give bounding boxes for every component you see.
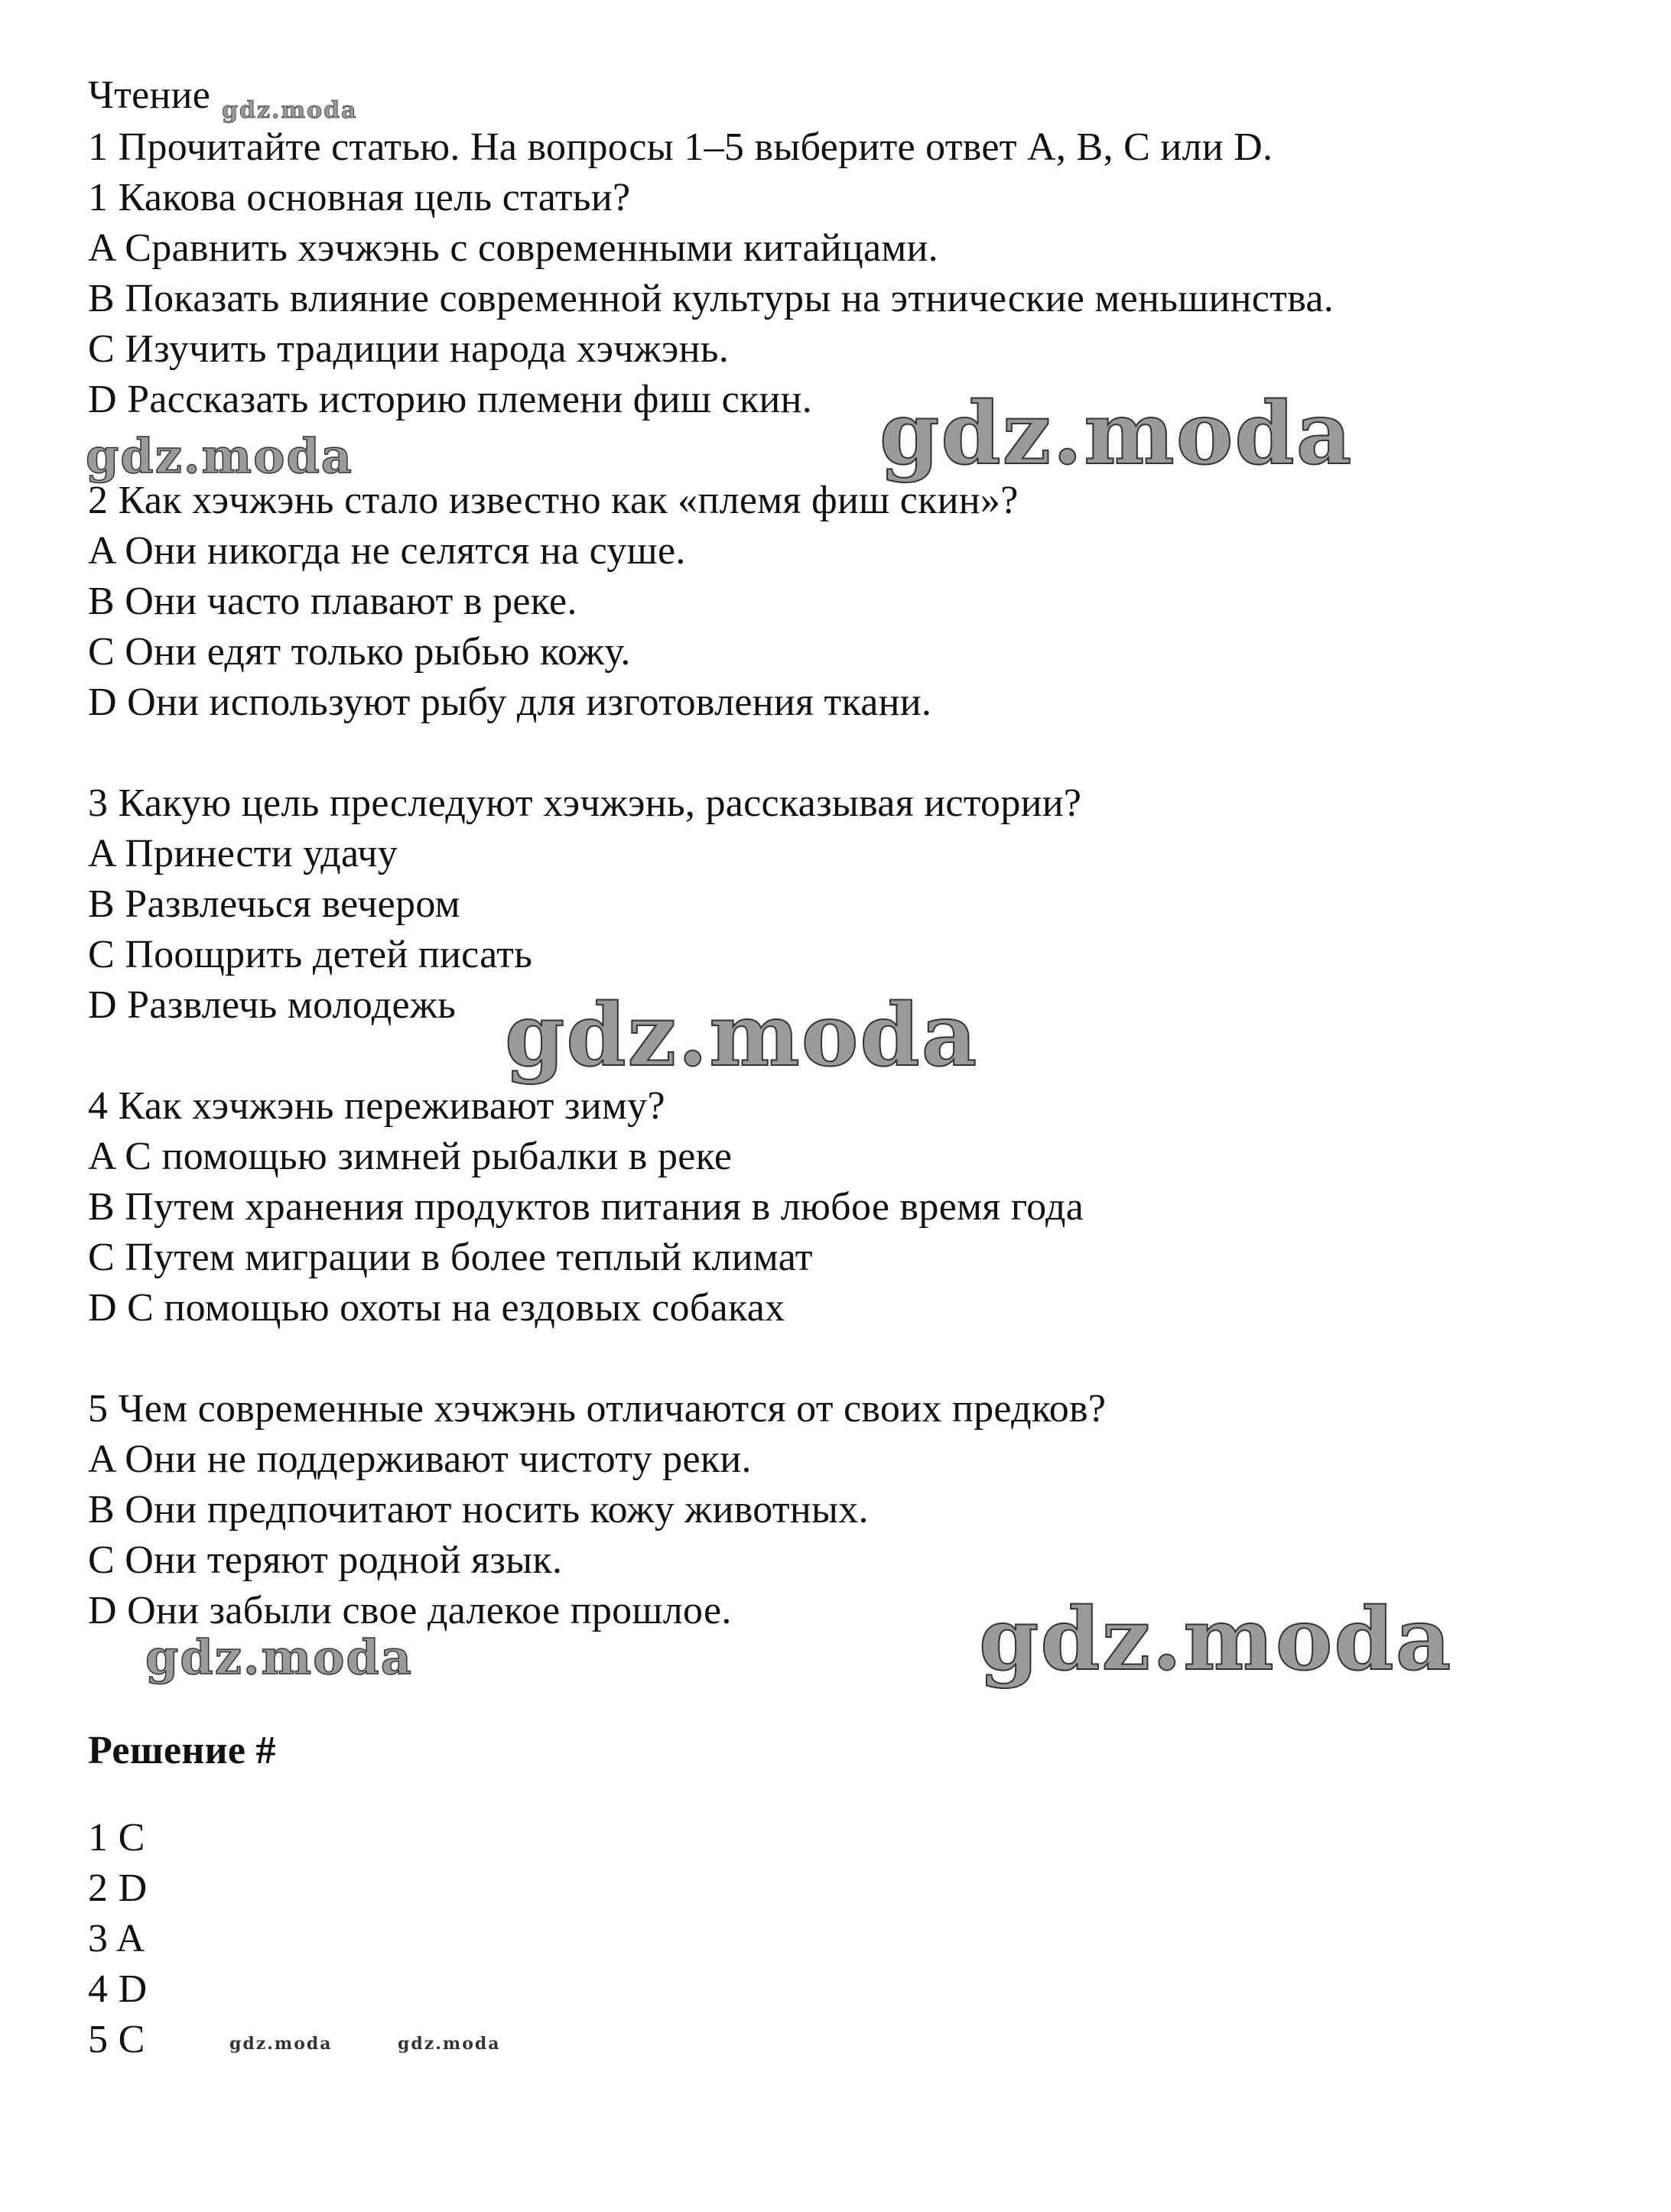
question-3-option-b: B Развлечься вечером xyxy=(88,882,460,926)
question-2-option-a: A Они никогда не селятся на суше. xyxy=(88,529,686,573)
answer-2: 2 D xyxy=(88,1866,148,1910)
watermark-large: gdz.moda xyxy=(879,384,1354,484)
watermark-tiny: gdz.moda xyxy=(229,2034,333,2054)
question-4-option-b: B Путем хранения продуктов питания в любое время года xyxy=(88,1185,1084,1229)
question-3: 3 Какую цель преследуют хэчжэнь, рассказывая истории? xyxy=(88,781,1082,825)
watermark-medium: gdz.moda xyxy=(145,1629,413,1685)
section-heading: Чтение xyxy=(88,73,211,117)
question-4-option-c: C Путем миграции в более теплый климат xyxy=(88,1236,813,1279)
question-4: 4 Как хэчжэнь переживают зиму? xyxy=(88,1084,665,1128)
question-2-option-c: C Они едят только рыбью кожу. xyxy=(88,630,631,674)
answer-3: 3 A xyxy=(88,1917,145,1960)
answer-4: 4 D xyxy=(88,1967,148,2011)
answer-1: 1 C xyxy=(88,1816,145,1860)
question-1-option-a: A Сравнить хэчжэнь с современными китайцами. xyxy=(88,226,938,270)
question-2-option-b: B Они часто плавают в реке. xyxy=(88,580,577,623)
instruction-text: 1 Прочитайте статью. На вопросы 1–5 выберите ответ A, B, C или D. xyxy=(88,125,1273,169)
question-4-option-a: A С помощью зимней рыбалки в реке xyxy=(88,1135,733,1178)
question-3-option-d: D Развлечь молодежь xyxy=(88,983,457,1027)
watermark-medium: gdz.moda xyxy=(86,428,353,484)
question-1: 1 Какова основная цель статьи? xyxy=(88,176,631,219)
question-5-option-b: B Они предпочитают носить кожу животных. xyxy=(88,1488,869,1532)
question-3-option-a: A Принести удачу xyxy=(88,832,398,875)
question-4-option-d: D С помощью охоты на ездовых собаках xyxy=(88,1286,785,1330)
solution-heading: Решение # xyxy=(88,1729,276,1772)
question-5-option-d: D Они забыли свое далекое прошлое. xyxy=(88,1589,732,1632)
question-1-option-d: D Рассказать историю племени фиш скин. xyxy=(88,378,813,421)
question-2-option-d: D Они используют рыбу для изготовления ткани. xyxy=(88,680,932,724)
watermark-tiny: gdz.moda xyxy=(398,2034,501,2054)
question-5: 5 Чем современные хэчжэнь отличаются от своих предков? xyxy=(88,1387,1107,1431)
question-5-option-c: C Они теряют родной язык. xyxy=(88,1538,563,1582)
watermark-small: gdz.moda xyxy=(222,97,358,124)
watermark-large: gdz.moda xyxy=(505,986,979,1086)
question-3-option-c: C Поощрить детей писать xyxy=(88,933,533,976)
watermark-large: gdz.moda xyxy=(979,1590,1453,1690)
answer-5: 5 C xyxy=(88,2018,145,2061)
question-2: 2 Как хэчжэнь стало известно как «племя фиш скин»? xyxy=(88,479,1019,522)
question-1-option-b: B Показать влияние современной культуры на этнические меньшинства. xyxy=(88,277,1335,320)
question-5-option-a: A Они не поддерживают чистоту реки. xyxy=(88,1437,752,1481)
question-1-option-c: C Изучить традиции народа хэчжэнь. xyxy=(88,327,730,371)
